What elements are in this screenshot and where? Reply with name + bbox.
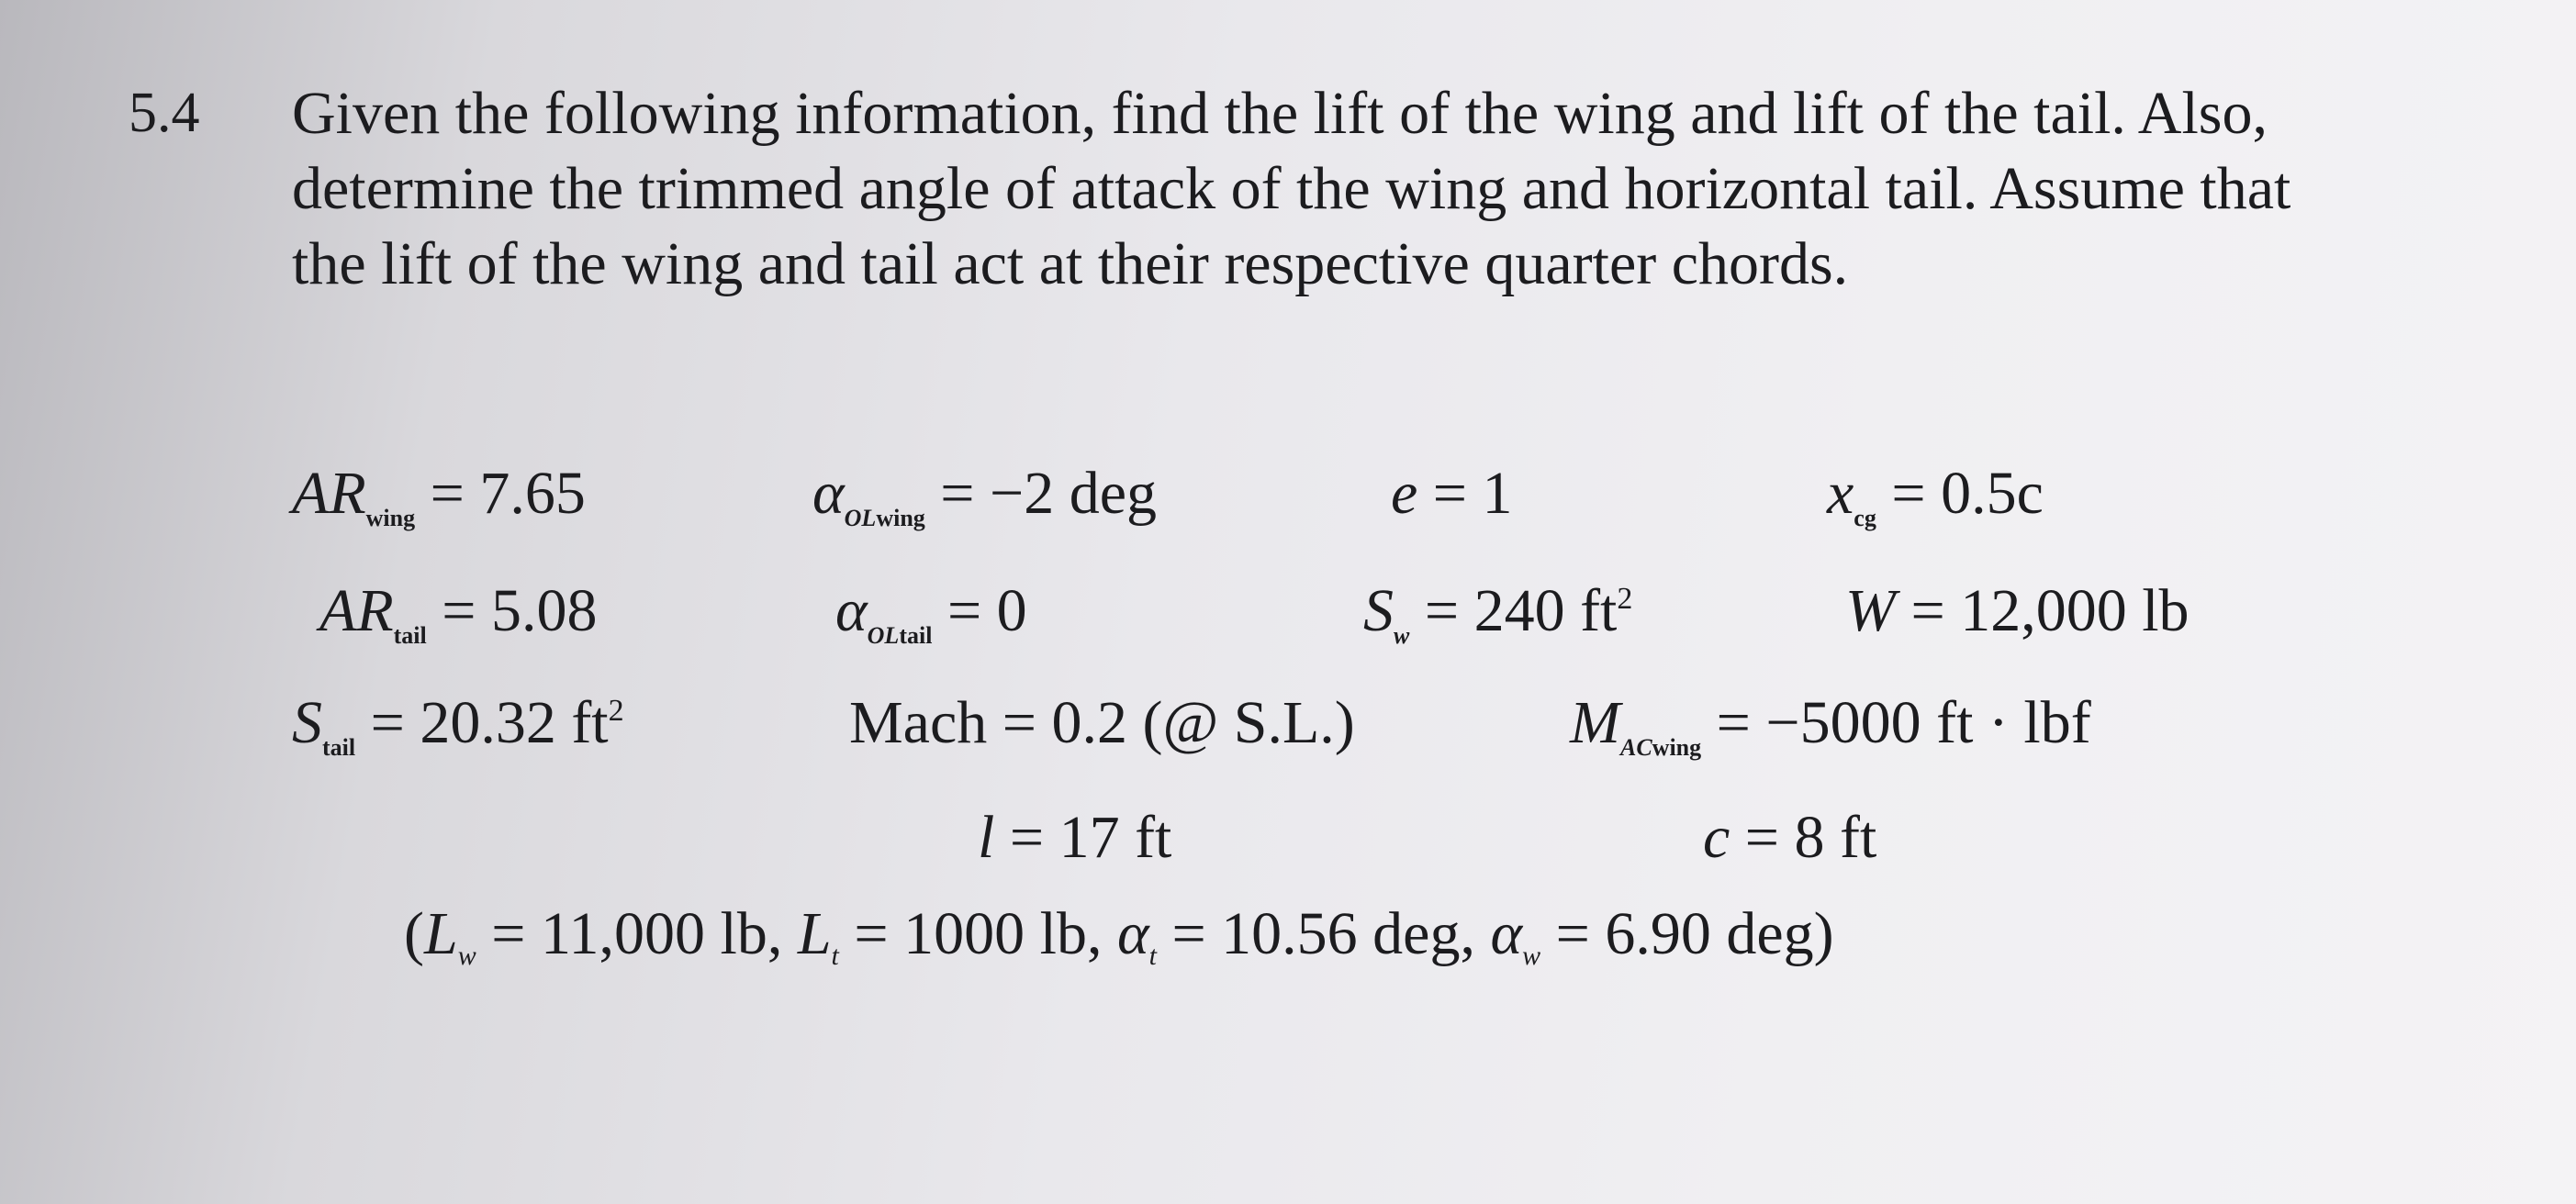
answer-alpha-w: = 6.90 deg) [1555,900,1834,967]
s-tail-value: = 20.32 ft [370,689,609,756]
answer-line: ($L_w = 11,000$ lb, $L_t = 1000$ lb, $\alpha_t = 10.56$ deg, $\alpha_w = 6.90$ deg) [404,900,1834,971]
given-l: l = 17 ft [978,804,1172,871]
problem-number: 5.4 [129,82,200,144]
given-w: W = 12,000 lb [1845,577,2190,644]
given-e: e = 1 [1391,460,1513,527]
given-alpha-ol-tail: $\alpha_{OLtail} = 0$ [835,577,1027,649]
answer-lw: = 11,000 lb, [491,900,783,967]
ar-wing-value: = 7.65 [430,460,586,527]
alpha-ol-wing-value: = −2 deg [940,460,1158,527]
answer-lt: = 1000 lb, [854,900,1103,967]
given-x-cg: $x_{cg} = 0.5c$ [1827,460,2044,531]
x-cg-value: = 0.5c [1891,460,2044,527]
s-w-value: = 240 ft [1424,577,1618,644]
given-mach [849,688,1355,758]
given-mac-wing: $M_{ACwing} = -5000$ ft · lbf [1570,689,2091,761]
mac-wing-value: = −5000 ft · lbf [1716,689,2091,756]
given-s-w: $S_w = 240$ $ft^2$ [1363,577,1633,649]
w-value: = 12,000 lb [1910,577,2190,644]
given-ar-tail: $AR_{tail} = 5.08$ [319,577,598,649]
answer-alpha-t: = 10.56 deg, [1171,900,1475,967]
given-alpha-ol-wing: $\alpha_{OLwing} = -2$ deg [812,460,1158,531]
alpha-ol-tail-value: = 0 [946,577,1027,644]
mach-value: Mach = 0.2 (@ S.L.) [849,689,1355,756]
c-value: = 8 ft [1744,804,1877,871]
given-ar-wing: $AR_{wing} = 7.65$ [292,460,586,531]
problem-statement: Given the following information, find the lift of the wing and lift of the tail. Also, determine the trimmed angle of attack of the wing and horizontal tail. Assume that the lift of the wing and tail act at their respective quarter chords. [292,80,2291,297]
given-c: c = 8 ft [1703,804,1877,871]
answer-open-paren: ( [404,900,424,967]
given-s-tail: $S_{tail} = 20.32$ $ft^2$ [292,689,624,761]
e-value: = 1 [1432,460,1513,527]
ar-tail-value: = 5.08 [442,577,598,644]
l-value: = 17 ft [1009,804,1172,871]
